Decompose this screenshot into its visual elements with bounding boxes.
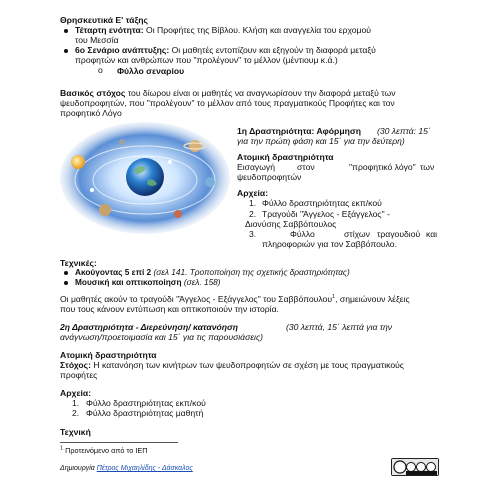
- list-number: 2.: [72, 408, 80, 418]
- goal-text: Η κατανόηση των κινήτρων των ψευδοπροφητών σε σχέση με τους πραγματικούς: [91, 360, 404, 370]
- bullet: [64, 271, 68, 275]
- goal-line-3: προφητικό Λόγο: [60, 108, 122, 118]
- paragraph-text: Οι μαθητές ακούν το τραγούδι "Άγγελος - Εξάγγελος" του Σαββόπουλου: [60, 294, 333, 304]
- activity2-time-2: ανάγνωση/προετοιμασία και 15΄ για τις παρουσιάσεις): [60, 332, 263, 342]
- list-word: και: [426, 229, 438, 239]
- author-link[interactable]: Πέτρος Μιχαηλίδης - Δάσκαλος: [96, 465, 193, 472]
- list-item-cont: Διονύσης Σαββόπουλος: [245, 219, 337, 229]
- activity1-files-title: Αρχεία:: [237, 188, 269, 198]
- list-word: τραγουδιού: [377, 229, 421, 239]
- activity1-time-1: (30 λεπτά: 15΄: [377, 126, 431, 136]
- activity2-title: 2η Δραστηριότητα - Διερεύνηση/ κατανόηση: [60, 322, 238, 332]
- activity2-goal: [60, 360, 404, 370]
- footnote-ref: 1: [332, 294, 336, 301]
- list-item: Τραγούδι "Άγγελος - Εξάγγελος" -: [262, 209, 390, 219]
- intro-word: "προφητικό λόγο": [349, 162, 416, 172]
- intro-word: ψευδοπροφητών: [237, 172, 302, 182]
- footnote-divider: [60, 442, 178, 443]
- list-item-cont: πληροφοριών για τον Σαββόπουλο.: [262, 239, 397, 249]
- footnote-text: Προτεινόμενο από το ΙΕΠ: [63, 446, 148, 455]
- bullet: [64, 29, 68, 33]
- unit-label: Τέταρτη ενότητα:: [75, 25, 144, 35]
- footer-prefix: Δημιουργία: [60, 465, 97, 472]
- list-item: Φύλλο δραστηριότητας εκπ/κού: [262, 198, 382, 208]
- paragraph-text: , σημειώνουν λέξεις: [335, 294, 410, 304]
- activity1-individual: Ατομική δραστηριότητα: [237, 152, 334, 162]
- list-number: 1.: [249, 198, 257, 208]
- scenario-label: 6ο Σενάριο ανάπτυξης:: [75, 45, 170, 55]
- list-word: στίχων: [344, 229, 370, 239]
- activity1-title: 1η Δραστηριότητα: Αφόρμηση: [237, 126, 362, 136]
- bullet: [64, 49, 68, 53]
- goal-line-1: [60, 88, 396, 98]
- list-number: 3.: [249, 229, 257, 239]
- technique-item: [75, 267, 350, 277]
- list-number: 2.: [249, 209, 257, 219]
- intro-word: Εισαγωγή: [237, 162, 275, 172]
- footnote-number: 1: [60, 445, 64, 452]
- paragraph-line-1: [60, 294, 410, 304]
- technique-label: Ακούγοντας 5 επί 2: [75, 267, 152, 277]
- technique-note: (σελ. 158): [181, 277, 221, 287]
- goal-line-2: ψευδοπροφητών, που "προλέγουν" το μέλλον από τους πραγματικούς Προφήτες και τον: [60, 98, 395, 108]
- scenario-sheet: Φύλλο σεναρίου: [117, 66, 185, 76]
- activity2-files-title: Αρχεία:: [60, 388, 92, 398]
- list-item: Φύλλο δραστηριότητας εκπ/κού: [86, 398, 206, 408]
- solar-system-image: [60, 122, 230, 234]
- cc-icon: [392, 459, 438, 475]
- activity1-time-2: για την πρώτη φάση και 15΄ για την δεύτερη): [237, 136, 405, 146]
- technique-item: [75, 277, 221, 287]
- list-item: Φύλλο δραστηριότητας μαθητή: [86, 408, 204, 418]
- activity2-goal-cont: προφήτες: [60, 370, 98, 380]
- unit-cont: του Μεσσία: [75, 35, 119, 45]
- bullet: [64, 281, 68, 285]
- scenario-text: Οι μαθητές εντοπίζουν και εξηγούν τη διαφορά μεταξύ: [169, 45, 376, 55]
- activity2-individual: Ατομική δραστηριότητα: [60, 350, 157, 360]
- list-number: 1.: [72, 398, 80, 408]
- goal-label: Στόχος:: [60, 360, 92, 370]
- scenario-line: [75, 45, 376, 55]
- technique-label: Μουσική και οπτικοποίηση: [75, 277, 182, 287]
- footer-credit: [60, 464, 193, 473]
- earth-shape: [126, 158, 164, 196]
- document-title: Θρησκευτικά Ε' τάξης: [60, 15, 148, 25]
- list-word: Φύλλο: [290, 229, 315, 239]
- footnote: [60, 446, 148, 455]
- intro-word: των: [420, 162, 435, 172]
- cc-license-badge[interactable]: [391, 458, 439, 476]
- techniques-title: Τεχνικές:: [60, 258, 97, 268]
- goal-label: Βασικός στόχος: [60, 88, 126, 98]
- circle-bullet: o: [98, 65, 103, 75]
- unit-line: [75, 25, 371, 35]
- goal-text: του δίωρου είναι οι μαθητές να αναγνωρίσουν την διαφορά μεταξύ των: [125, 88, 396, 98]
- unit-text: Οι Προφήτες της Βίβλου. Κλήση και αναγγελία του ερχομού: [143, 25, 371, 35]
- activity2-technique: Τεχνική: [60, 427, 91, 437]
- paragraph-line-2: που τους κάνουν εντύπωση και οπτικοποιούν την ιστορία.: [60, 304, 279, 314]
- intro-word: στον: [297, 162, 315, 172]
- scenario-cont: προφητών και ανθρώπων που "προλέγουν" το μέλλον (μέντιουμ κ.ά.): [75, 55, 338, 65]
- activity2-time-1: (30 λεπτά, 15΄ λεπτά για την: [286, 322, 393, 332]
- technique-note: (σελ 141. Τροποποίηση της σχετικής δραστηριότητας): [151, 267, 350, 277]
